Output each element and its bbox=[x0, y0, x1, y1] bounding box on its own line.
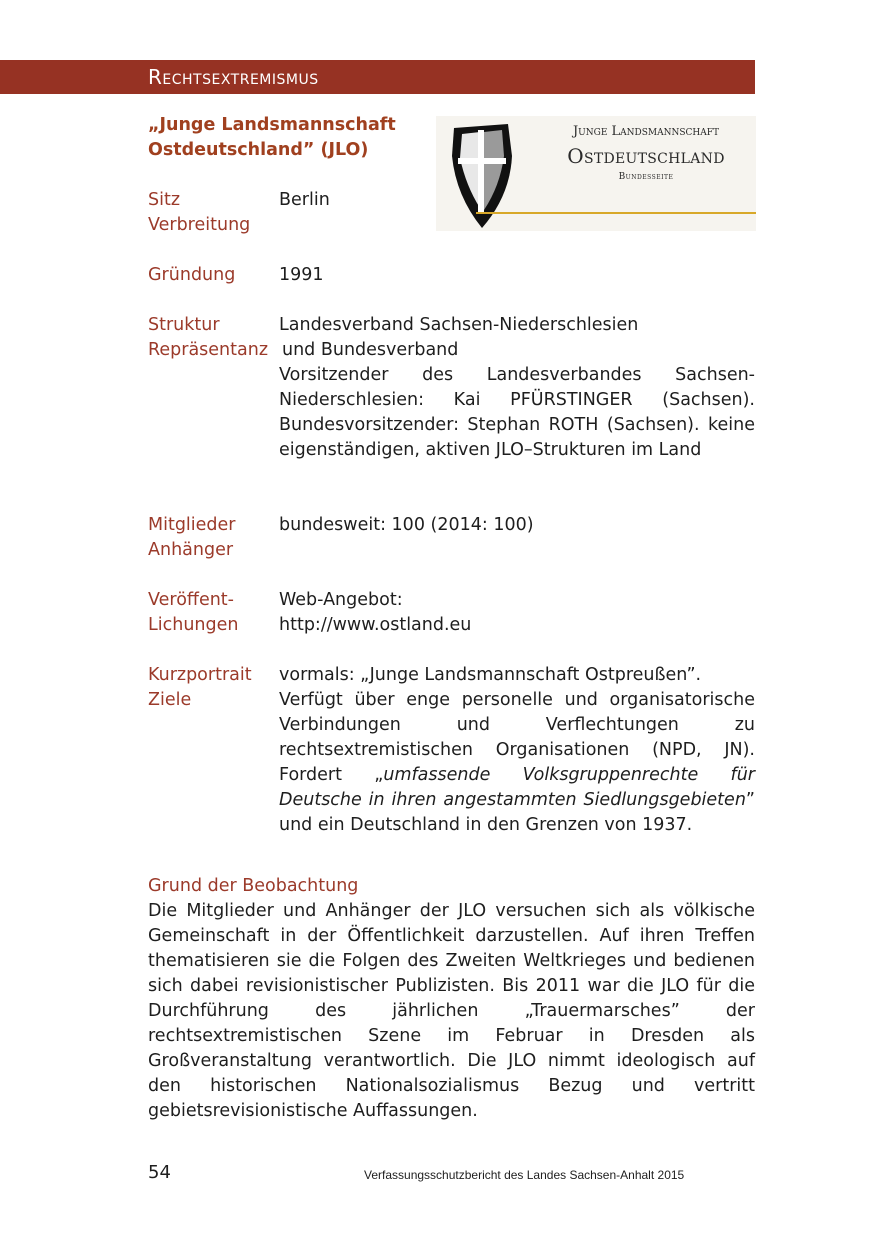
logo-text-line3: Bundesseite bbox=[618, 172, 674, 182]
section-title-grund: Grund der Beobachtung bbox=[148, 876, 359, 896]
label-mitglieder: Mitglieder bbox=[148, 515, 236, 535]
label-kurzportrait: Kurzportrait bbox=[148, 665, 252, 685]
label-sitz: Sitz bbox=[148, 190, 181, 210]
organization-title-line1: „Junge Landsmannschaft bbox=[148, 115, 396, 135]
label-gruendung: Gründung bbox=[148, 265, 236, 285]
footer-text: Verfassungsschutzbericht des Landes Sachsen-Anhalt 2015 bbox=[364, 1168, 685, 1182]
value-struktur-line1: Landesverband Sachsen-Niederschlesien bbox=[279, 315, 639, 335]
value-struktur-line2: und Bundesverband bbox=[282, 340, 459, 360]
chapter-header-bar bbox=[0, 60, 755, 94]
label-veroeffentlichungen-1: Veröffent- bbox=[148, 590, 234, 610]
value-ziele bbox=[279, 688, 755, 838]
value-web-angebot: Web-Angebot: bbox=[279, 590, 403, 610]
label-veroeffentlichungen-2: Lichungen bbox=[148, 615, 239, 635]
value-sitz: Berlin bbox=[279, 190, 330, 210]
value-kurzportrait: vormals: „Junge Landsmannschaft Ostpreußen”. bbox=[279, 665, 702, 685]
chapter-title: Rechtsextremismus bbox=[148, 65, 319, 89]
label-anhaenger: Anhänger bbox=[148, 540, 234, 560]
label-verbreitung: Verbreitung bbox=[148, 215, 251, 235]
value-ziele-part2: ” und ein Deutschland in den Grenzen von 1937. bbox=[279, 790, 755, 835]
label-struktur: Struktur bbox=[148, 315, 220, 335]
jlo-logo bbox=[436, 116, 756, 231]
organization-title bbox=[148, 113, 428, 163]
value-ziele-part1: Verfügt über enge personelle und organisatorische Verbindungen und Verflechtungen zu rechtsextremistischen Organisationen (NPD, JN). Fordert „ bbox=[279, 690, 755, 785]
value-repraesentanz: Vorsitzender des Landesverbandes Sachsen-Niederschlesien: Kai PFÜRSTINGER (Sachsen). Bundesvorsitzender: Stephan ROTH (Sachsen). keine eigenständigen, aktiven JLO–Strukturen im Land bbox=[279, 365, 755, 460]
logo-text-line1: Junge Landsmannschaft bbox=[572, 124, 720, 139]
value-web-url: http://www.ostland.eu bbox=[279, 615, 472, 635]
section-body-grund: Die Mitglieder und Anhänger der JLO versuchen sich als völkische Gemeinschaft in der Öffentlichkeit darzustellen. Auf ihren Treffen thematisieren sie die Folgen des Zweiten Weltkrieges und bedienen sich dabei revisionistischer Publizisten. Bis 2011 war die JLO für die Durchführung des jährlichen „Trauermarsches” der rechtsextremistischen Szene im Februar in Dresden als Großveranstaltung verantwortlich. Die JLO nimmt ideologisch auf den historischen Nationalsozialismus Bezug und vertritt gebietsrevisionistische Auffassungen. bbox=[148, 901, 755, 1121]
value-ziele-quote: umfassende Volksgruppenrechte für Deutsche in ihren angestammten Siedlungsgebieten bbox=[279, 765, 755, 810]
value-gruendung: 1991 bbox=[279, 265, 324, 285]
value-mitglieder: bundesweit: 100 (2014: 100) bbox=[279, 515, 534, 535]
page-number: 54 bbox=[148, 1162, 171, 1183]
logo-text-line2: Ostdeutschland bbox=[567, 144, 725, 168]
label-ziele: Ziele bbox=[148, 690, 192, 710]
label-repraesentanz: Repräsentanz bbox=[148, 340, 269, 360]
organization-title-line2: Ostdeutschland” (JLO) bbox=[148, 140, 369, 160]
